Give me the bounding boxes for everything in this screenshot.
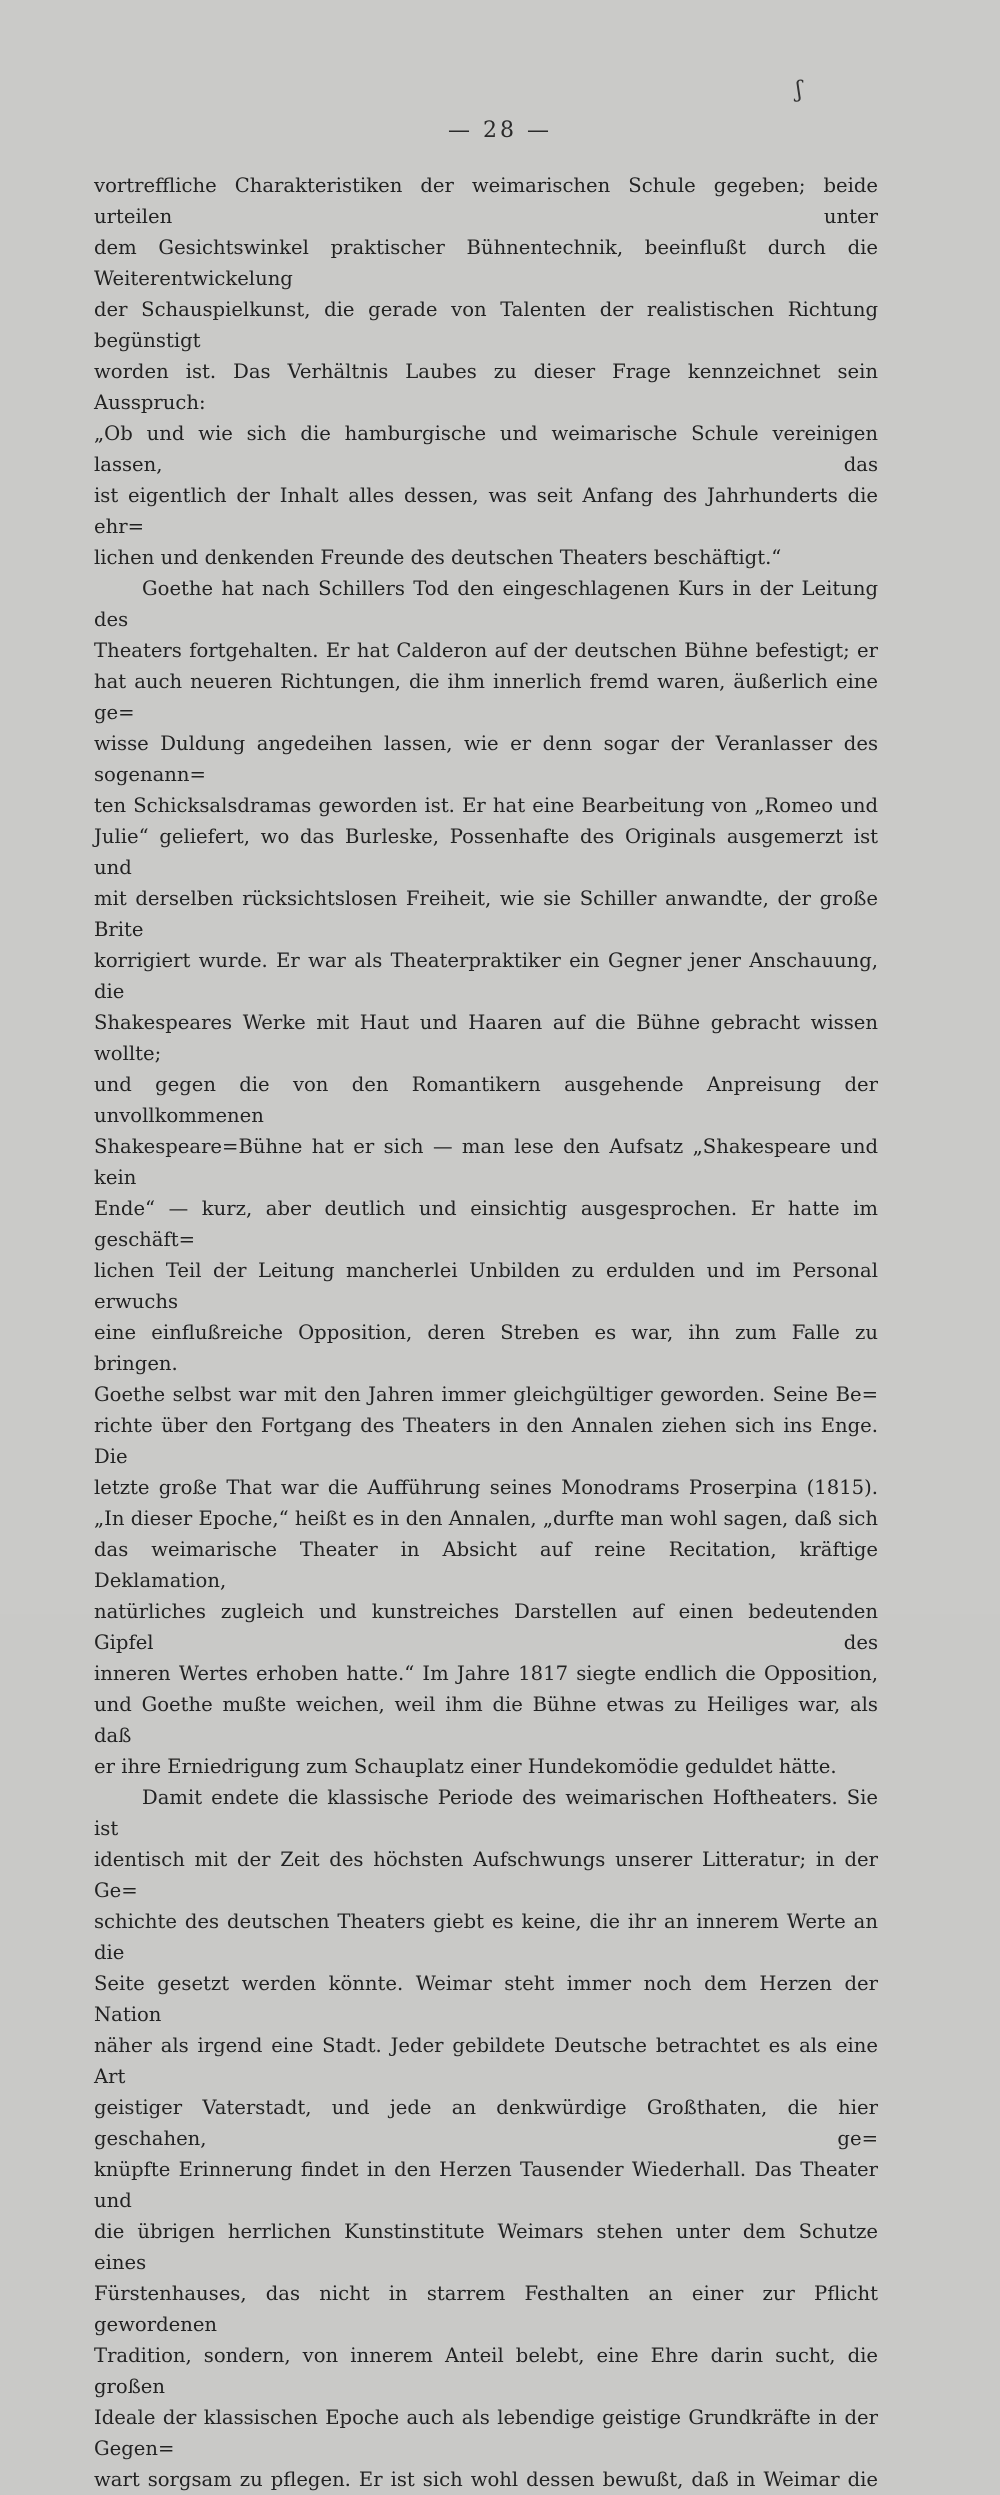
text-line: Damit endete die klassische Periode des weimarischen Hoftheaters. Sie ist [94, 1786, 878, 1840]
text-line: das weimarische Theater in Absicht auf reine Recitation, kräftige Deklamation, [94, 1538, 878, 1592]
text-line: Tradition, sondern, von innerem Anteil belebt, eine Ehre darin sucht, die großen [94, 2344, 878, 2398]
text-line: wisse Duldung angedeihen lassen, wie er denn sogar der Veranlasser des sogenann= [94, 732, 878, 786]
text-line: worden ist. Das Verhältnis Laubes zu dieser Frage kennzeichnet sein Ausspruch: [94, 360, 878, 414]
corner-mark: ʃ [796, 78, 802, 103]
text-line: Julie“ geliefert, wo das Burleske, Possenhafte des Originals ausgemerzt ist und [94, 825, 878, 879]
text-line: korrigiert wurde. Er war als Theaterpraktiker ein Gegner jener Anschauung, die [94, 949, 878, 1003]
text-line: und Goethe mußte weichen, weil ihm die Bühne etwas zu Heiliges war, als daß [94, 1693, 878, 1747]
text-line: näher als irgend eine Stadt. Jeder gebildete Deutsche betrachtet es als eine Art [94, 2034, 878, 2088]
text-line: lichen Teil der Leitung mancherlei Unbilden zu erdulden und im Personal erwuchs [94, 1259, 878, 1313]
text-line: Seite gesetzt werden könnte. Weimar steht immer noch dem Herzen der Nation [94, 1972, 878, 2026]
text-line: Goethe selbst war mit den Jahren immer gleichgültiger geworden. Seine Be= [94, 1383, 878, 1406]
text-line: identisch mit der Zeit des höchsten Aufschwungs unserer Litteratur; in der Ge= [94, 1848, 878, 1902]
text-line: vortreffliche Charakteristiken der weimarischen Schule gegeben; beide urteilen unter [94, 174, 878, 228]
body-text [94, 170, 878, 2495]
text-line: „In dieser Epoche,“ heißt es in den Annalen, „durfte man wohl sagen, daß sich [94, 1507, 878, 1530]
text-line: eine einflußreiche Opposition, deren Streben es war, ihn zum Falle zu bringen. [94, 1321, 878, 1375]
text-line: inneren Wertes erhoben hatte.“ Im Jahre 1817 siegte endlich die Opposition, [94, 1662, 878, 1685]
text-line: Shakespeares Werke mit Haut und Haaren auf die Bühne gebracht wissen wollte; [94, 1011, 878, 1065]
text-line: natürliches zugleich und kunstreiches Darstellen auf einen bedeutenden Gipfel des [94, 1600, 878, 1654]
text-line: er ihre Erniedrigung zum Schauplatz einer Hundekomödie geduldet hätte. [94, 1755, 837, 1778]
text-line: Ende“ — kurz, aber deutlich und einsichtig ausgesprochen. Er hatte im geschäft= [94, 1197, 878, 1251]
text-line: Fürstenhauses, das nicht in starrem Festhalten an einer zur Pflicht gewordenen [94, 2282, 878, 2336]
text-line: dem Gesichtswinkel praktischer Bühnentechnik, beeinflußt durch die Weiterentwickelung [94, 236, 878, 290]
text-line: hat auch neueren Richtungen, die ihm innerlich fremd waren, äußerlich eine ge= [94, 670, 878, 724]
text-line: Shakespeare=Bühne hat er sich — man lese den Aufsatz „Shakespeare und kein [94, 1135, 878, 1189]
text-line: Theaters fortgehalten. Er hat Calderon auf der deutschen Bühne befestigt; er [94, 639, 878, 662]
text-line: ist eigentlich der Inhalt alles dessen, was seit Anfang des Jahrhunderts die ehr= [94, 484, 878, 538]
text-line: geistiger Vaterstadt, und jede an denkwürdige Großthaten, die hier geschahen, ge= [94, 2096, 878, 2150]
text-line: schichte des deutschen Theaters giebt es keine, die ihr an innerem Werte an die [94, 1910, 878, 1964]
text-line: wart sorgsam zu pflegen. Er ist sich wohl dessen bewußt, daß in Weimar die [94, 2468, 878, 2491]
text-line: letzte große That war die Aufführung seines Monodrams Proserpina (1815). [94, 1476, 878, 1499]
text-line: ten Schicksalsdramas geworden ist. Er hat eine Bearbeitung von „Romeo und [94, 794, 878, 817]
text-line: und gegen die von den Romantikern ausgehende Anpreisung der unvollkommenen [94, 1073, 878, 1127]
text-line: Goethe hat nach Schillers Tod den eingeschlagenen Kurs in der Leitung des [94, 577, 878, 631]
page-number: — 28 — [448, 118, 552, 143]
text-line: richte über den Fortgang des Theaters in den Annalen ziehen sich ins Enge. Die [94, 1414, 878, 1468]
text-line: mit derselben rücksichtslosen Freiheit, wie sie Schiller anwandte, der große Brite [94, 887, 878, 941]
text-line: „Ob und wie sich die hamburgische und weimarische Schule vereinigen lassen, das [94, 422, 878, 476]
text-line: knüpfte Erinnerung findet in den Herzen Tausender Wiederhall. Das Theater und [94, 2158, 878, 2212]
text-line: die übrigen herrlichen Kunstinstitute Weimars stehen unter dem Schutze eines [94, 2220, 878, 2274]
text-line: Ideale der klassischen Epoche auch als lebendige geistige Grundkräfte in der Gegen= [94, 2406, 878, 2460]
text-line: der Schauspielkunst, die gerade von Talenten der realistischen Richtung begünstigt [94, 298, 878, 352]
text-line: lichen und denkenden Freunde des deutschen Theaters beschäftigt.“ [94, 546, 782, 569]
